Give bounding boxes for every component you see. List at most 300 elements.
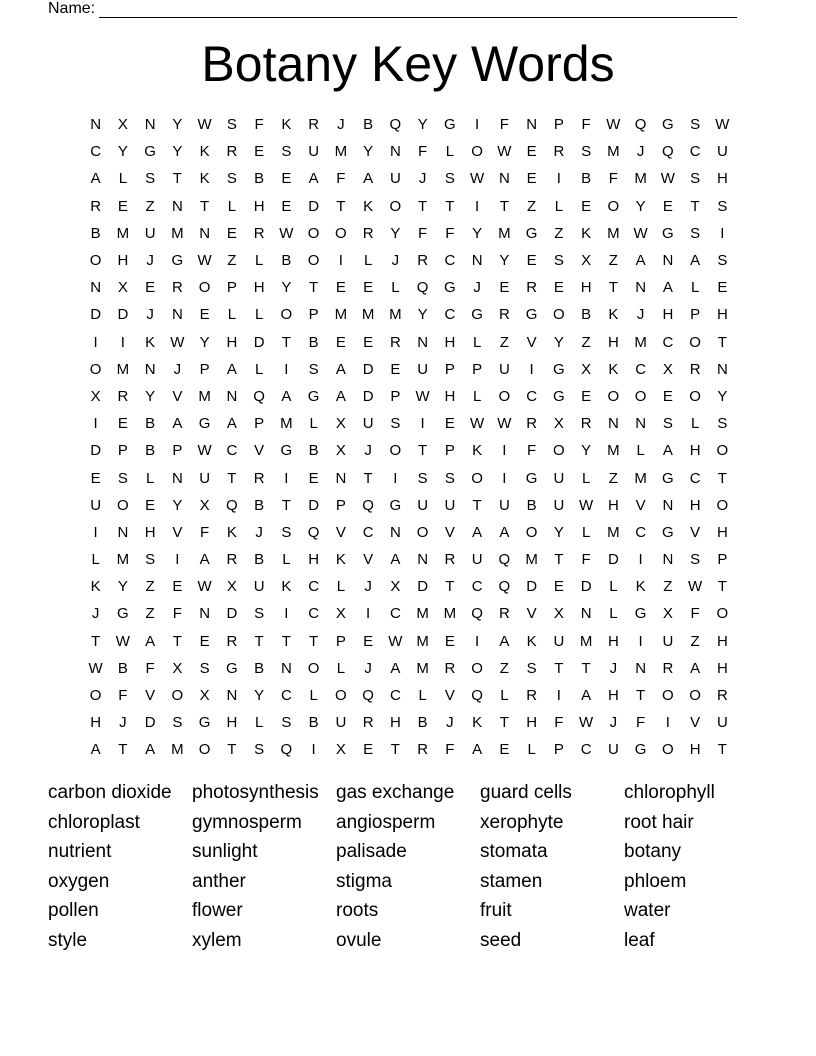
grid-letter[interactable]: I [120,333,125,351]
grid-letter[interactable]: S [690,551,701,569]
grid-letter[interactable]: Y [499,252,510,270]
grid-letter[interactable]: J [418,170,427,188]
grid-letter[interactable]: X [553,415,564,433]
grid-letter[interactable]: S [662,415,673,433]
grid-letter[interactable]: N [389,523,401,541]
grid-letter[interactable]: X [335,605,346,623]
grid-letter[interactable]: I [638,551,643,569]
grid-letter[interactable]: E [363,741,374,759]
grid-letter[interactable]: M [634,333,647,351]
grid-letter[interactable]: U [553,469,565,487]
grid-letter[interactable]: K [281,578,292,596]
grid-letter[interactable]: W [170,333,185,351]
grid-letter[interactable]: O [662,741,674,759]
grid-letter[interactable]: U [199,469,211,487]
grid-letter[interactable]: I [475,197,480,215]
grid-letter[interactable]: T [636,687,646,705]
grid-letter[interactable]: L [581,469,591,487]
grid-letter[interactable]: L [636,442,645,460]
grid-letter[interactable]: A [662,442,673,460]
grid-letter[interactable]: Y [172,496,183,514]
grid-letter[interactable]: R [444,551,456,569]
grid-letter[interactable]: P [444,360,455,378]
grid-letter[interactable]: V [690,523,701,541]
grid-letter[interactable]: W [660,170,675,188]
grid-letter[interactable]: I [311,741,316,759]
grid-letter[interactable]: O [307,659,320,677]
grid-letter[interactable]: L [227,197,237,215]
grid-letter[interactable]: M [416,659,429,677]
grid-letter[interactable]: L [309,415,318,433]
grid-letter[interactable]: A [226,360,237,378]
grid-letter[interactable]: C [444,252,456,270]
grid-letter[interactable]: G [444,116,456,134]
grid-letter[interactable]: S [690,116,701,134]
grid-letter[interactable]: N [171,197,183,215]
grid-letter[interactable]: J [609,659,618,677]
grid-letter[interactable]: R [226,632,238,650]
grid-letter[interactable]: K [635,578,646,596]
grid-letter[interactable]: B [363,116,374,134]
grid-letter[interactable]: O [607,197,620,215]
grid-letter[interactable]: R [553,143,565,161]
grid-letter[interactable]: H [716,523,728,541]
grid-letter[interactable]: W [606,116,621,134]
grid-letter[interactable]: C [662,333,674,351]
grid-letter[interactable]: C [389,687,401,705]
grid-letter[interactable]: U [362,415,374,433]
grid-letter[interactable]: W [115,632,130,650]
grid-letter[interactable]: Q [362,687,374,705]
grid-letter[interactable]: U [253,578,265,596]
grid-letter[interactable]: Z [608,469,618,487]
grid-letter[interactable]: O [198,741,211,759]
grid-letter[interactable]: T [717,333,727,351]
grid-letter[interactable]: L [581,523,591,541]
grid-letter[interactable]: O [498,387,511,405]
grid-letter[interactable]: B [145,415,156,433]
grid-letter[interactable]: O [307,224,320,242]
grid-letter[interactable]: G [444,279,456,297]
grid-letter[interactable]: S [281,714,292,732]
grid-letter[interactable]: S [117,469,128,487]
grid-letter[interactable]: U [417,496,429,514]
grid-letter[interactable]: T [254,632,264,650]
grid-letter[interactable]: B [254,551,265,569]
grid-letter[interactable]: X [335,741,346,759]
grid-letter[interactable]: T [445,197,455,215]
grid-letter[interactable]: O [389,197,402,215]
grid-letter[interactable]: Q [471,687,483,705]
grid-letter[interactable]: Q [662,143,674,161]
grid-letter[interactable]: H [607,687,619,705]
grid-letter[interactable]: A [363,170,374,188]
grid-letter[interactable]: U [90,496,102,514]
grid-letter[interactable]: E [281,170,292,188]
grid-letter[interactable]: K [472,442,483,460]
grid-letter[interactable]: E [335,333,346,351]
grid-letter[interactable]: M [607,224,620,242]
grid-letter[interactable]: Y [417,116,428,134]
grid-letter[interactable]: C [362,523,374,541]
grid-letter[interactable]: U [498,496,510,514]
grid-letter[interactable]: X [390,578,401,596]
grid-letter[interactable]: F [336,170,346,188]
grid-letter[interactable]: H [607,496,619,514]
grid-letter[interactable]: S [417,469,428,487]
grid-letter[interactable]: S [308,360,319,378]
grid-letter[interactable]: C [471,578,483,596]
grid-letter[interactable]: I [529,360,534,378]
grid-letter[interactable]: C [308,578,320,596]
grid-letter[interactable]: Q [416,279,429,297]
grid-letter[interactable]: W [415,387,430,405]
grid-letter[interactable]: C [689,469,701,487]
grid-letter[interactable]: K [526,632,537,650]
grid-letter[interactable]: S [717,197,728,215]
grid-letter[interactable]: O [716,605,729,623]
grid-letter[interactable]: L [418,687,427,705]
grid-letter[interactable]: G [662,116,674,134]
grid-letter[interactable]: P [717,551,728,569]
grid-letter[interactable]: M [361,306,375,324]
grid-letter[interactable]: P [335,632,346,650]
grid-letter[interactable]: S [281,143,292,161]
grid-letter[interactable]: E [444,415,455,433]
grid-letter[interactable]: L [336,578,346,596]
grid-letter[interactable]: G [662,523,674,541]
grid-letter[interactable]: X [226,578,237,596]
grid-letter[interactable]: R [716,687,728,705]
grid-letter[interactable]: W [470,415,485,433]
grid-letter[interactable]: Z [227,252,237,270]
grid-letter[interactable]: S [281,523,292,541]
grid-letter[interactable]: I [338,252,343,270]
grid-letter[interactable]: A [281,387,292,405]
grid-letter[interactable]: T [390,741,400,759]
grid-letter[interactable]: J [91,605,100,623]
grid-letter[interactable]: S [444,170,455,188]
grid-letter[interactable]: Y [390,224,401,242]
grid-letter[interactable]: V [444,687,455,705]
grid-letter[interactable]: C [444,306,456,324]
grid-letter[interactable]: K [472,714,483,732]
grid-letter[interactable]: I [638,632,643,650]
grid-letter[interactable]: O [607,387,620,405]
grid-letter[interactable]: J [146,306,154,324]
grid-letter[interactable]: I [475,116,480,134]
grid-letter[interactable]: N [90,116,102,134]
grid-letter[interactable]: T [554,551,564,569]
grid-letter[interactable]: P [117,442,128,460]
grid-letter[interactable]: L [445,143,455,161]
grid-letter[interactable]: A [690,659,701,677]
grid-letter[interactable]: P [690,306,701,324]
grid-letter[interactable]: F [527,442,537,460]
grid-letter[interactable]: I [502,469,507,487]
grid-letter[interactable]: V [526,605,537,623]
grid-letter[interactable]: M [634,170,647,188]
grid-letter[interactable]: Y [472,224,483,242]
grid-letter[interactable]: E [363,333,374,351]
grid-letter[interactable]: B [308,714,319,732]
grid-letter[interactable]: E [526,170,537,188]
grid-letter[interactable]: E [117,415,128,433]
grid-letter[interactable]: W [197,442,212,460]
grid-letter[interactable]: T [717,741,727,759]
grid-letter[interactable]: M [525,551,538,569]
grid-letter[interactable]: Y [717,387,728,405]
grid-letter[interactable]: B [254,659,265,677]
grid-letter[interactable]: M [116,551,130,569]
grid-letter[interactable]: B [526,496,537,514]
grid-letter[interactable]: Y [417,306,428,324]
grid-letter[interactable]: N [716,360,728,378]
grid-letter[interactable]: L [391,279,400,297]
grid-letter[interactable]: T [172,170,182,188]
grid-letter[interactable]: A [635,252,646,270]
grid-letter[interactable]: T [227,741,237,759]
grid-letter[interactable]: R [526,415,538,433]
grid-letter[interactable]: N [389,143,401,161]
grid-letter[interactable]: S [390,415,401,433]
grid-letter[interactable]: I [93,523,98,541]
grid-letter[interactable]: K [226,523,237,541]
grid-letter[interactable]: T [499,197,509,215]
grid-letter[interactable]: V [526,333,537,351]
grid-letter[interactable]: P [254,415,265,433]
grid-letter[interactable]: E [90,469,101,487]
grid-letter[interactable]: A [390,659,401,677]
grid-letter[interactable]: O [416,523,429,541]
grid-letter[interactable]: X [90,387,101,405]
grid-letter[interactable]: M [416,632,429,650]
grid-letter[interactable]: E [308,469,319,487]
grid-letter[interactable]: S [526,659,537,677]
grid-letter[interactable]: Y [172,143,183,161]
grid-letter[interactable]: T [445,578,455,596]
grid-letter[interactable]: A [145,632,156,650]
grid-letter[interactable]: R [526,279,538,297]
grid-letter[interactable]: K [199,143,210,161]
grid-letter[interactable]: H [689,442,701,460]
grid-letter[interactable]: V [635,496,646,514]
grid-letter[interactable]: M [607,442,620,460]
grid-letter[interactable]: E [390,360,401,378]
grid-letter[interactable]: A [199,551,210,569]
grid-letter[interactable]: E [717,279,728,297]
grid-letter[interactable]: F [581,116,591,134]
grid-letter[interactable]: Z [527,197,537,215]
grid-letter[interactable]: Y [117,143,128,161]
grid-letter[interactable]: F [581,551,591,569]
grid-letter[interactable]: N [526,116,538,134]
grid-letter[interactable]: R [362,714,374,732]
grid-letter[interactable]: I [175,551,180,569]
grid-letter[interactable]: P [553,741,564,759]
grid-letter[interactable]: Y [635,197,646,215]
grid-letter[interactable]: O [471,469,483,487]
grid-letter[interactable]: J [364,442,372,460]
grid-letter[interactable]: A [335,387,346,405]
grid-letter[interactable]: M [607,143,620,161]
grid-letter[interactable]: Z [690,632,700,650]
grid-letter[interactable]: G [171,252,184,270]
grid-letter[interactable]: T [363,469,373,487]
grid-letter[interactable]: T [690,197,700,215]
grid-letter[interactable]: W [88,659,103,677]
grid-letter[interactable]: W [715,116,730,134]
grid-letter[interactable]: S [444,469,455,487]
grid-letter[interactable]: T [227,469,237,487]
grid-letter[interactable]: R [498,605,510,623]
grid-letter[interactable]: O [689,387,701,405]
grid-letter[interactable]: W [197,578,212,596]
grid-letter[interactable]: S [254,741,265,759]
grid-letter[interactable]: A [472,741,483,759]
grid-letter[interactable]: L [254,306,264,324]
grid-letter[interactable]: R [253,469,265,487]
grid-letter[interactable]: V [172,387,183,405]
grid-letter[interactable]: O [389,442,402,460]
grid-letter[interactable]: X [117,279,128,297]
grid-letter[interactable]: G [280,442,293,460]
grid-letter[interactable]: B [581,170,592,188]
grid-letter[interactable]: W [279,224,294,242]
grid-letter[interactable]: D [362,387,374,405]
grid-letter[interactable]: F [690,605,700,623]
grid-letter[interactable]: H [716,659,728,677]
grid-letter[interactable]: B [117,659,128,677]
grid-letter[interactable]: B [254,496,265,514]
grid-letter[interactable]: S [226,116,237,134]
grid-letter[interactable]: E [145,279,156,297]
grid-letter[interactable]: P [444,442,455,460]
grid-letter[interactable]: M [280,415,293,433]
grid-letter[interactable]: U [144,224,156,242]
grid-letter[interactable]: X [553,605,564,623]
grid-letter[interactable]: P [199,360,210,378]
grid-letter[interactable]: Y [145,387,156,405]
grid-letter[interactable]: H [444,387,456,405]
grid-letter[interactable]: H [226,333,238,351]
grid-letter[interactable]: Z [145,605,155,623]
grid-letter[interactable]: F [445,741,455,759]
grid-letter[interactable]: I [284,605,289,623]
grid-letter[interactable]: K [335,551,346,569]
grid-letter[interactable]: R [526,687,538,705]
grid-letter[interactable]: H [526,714,538,732]
grid-letter[interactable]: D [417,578,429,596]
grid-letter[interactable]: I [420,415,425,433]
grid-letter[interactable]: Y [281,279,292,297]
grid-letter[interactable]: O [171,687,184,705]
grid-letter[interactable]: W [688,578,703,596]
grid-letter[interactable]: N [607,415,619,433]
grid-letter[interactable]: U [444,496,456,514]
grid-letter[interactable]: A [90,741,101,759]
grid-letter[interactable]: W [497,143,512,161]
grid-letter[interactable]: N [90,279,102,297]
grid-letter[interactable]: L [254,360,264,378]
grid-letter[interactable]: M [334,306,348,324]
grid-letter[interactable]: H [716,306,728,324]
grid-letter[interactable]: J [364,578,372,596]
grid-letter[interactable]: T [418,442,428,460]
grid-letter[interactable]: B [254,170,265,188]
grid-letter[interactable]: N [144,360,156,378]
grid-letter[interactable]: E [662,197,673,215]
grid-letter[interactable]: N [635,659,647,677]
grid-letter[interactable]: E [226,224,237,242]
grid-letter[interactable]: G [662,224,674,242]
grid-letter[interactable]: C [689,143,701,161]
grid-letter[interactable]: S [717,252,728,270]
grid-letter[interactable]: N [171,469,183,487]
grid-letter[interactable]: L [363,252,373,270]
grid-letter[interactable]: W [197,116,212,134]
grid-letter[interactable]: X [335,442,346,460]
grid-letter[interactable]: C [635,360,647,378]
grid-letter[interactable]: G [553,360,565,378]
grid-letter[interactable]: E [199,632,210,650]
grid-letter[interactable]: Z [499,333,509,351]
grid-letter[interactable]: A [390,551,401,569]
grid-letter[interactable]: U [716,143,728,161]
grid-letter[interactable]: V [363,551,374,569]
grid-letter[interactable]: V [172,523,183,541]
grid-letter[interactable]: Q [389,116,402,134]
grid-letter[interactable]: D [308,197,320,215]
grid-letter[interactable]: F [118,687,128,705]
grid-letter[interactable]: J [173,360,182,378]
grid-letter[interactable]: S [199,659,210,677]
grid-letter[interactable]: U [607,741,619,759]
grid-letter[interactable]: T [281,632,291,650]
grid-letter[interactable]: E [254,143,265,161]
grid-letter[interactable]: R [90,197,102,215]
grid-letter[interactable]: R [253,224,265,242]
grid-letter[interactable]: G [144,143,156,161]
grid-letter[interactable]: J [119,714,127,732]
grid-letter[interactable]: T [336,197,346,215]
grid-letter[interactable]: S [145,170,156,188]
grid-letter[interactable]: I [393,469,398,487]
grid-letter[interactable]: N [117,523,129,541]
grid-letter[interactable]: X [662,605,673,623]
grid-letter[interactable]: K [608,306,619,324]
grid-letter[interactable]: O [89,360,102,378]
grid-letter[interactable]: N [335,469,347,487]
grid-letter[interactable]: X [335,415,346,433]
grid-letter[interactable]: F [499,116,509,134]
grid-letter[interactable]: S [226,170,237,188]
grid-letter[interactable]: N [635,279,647,297]
grid-letter[interactable]: J [446,714,454,732]
grid-letter[interactable]: A [581,687,592,705]
grid-letter[interactable]: D [253,333,265,351]
grid-letter[interactable]: T [281,496,291,514]
grid-letter[interactable]: F [554,714,564,732]
grid-letter[interactable]: T [172,632,182,650]
grid-letter[interactable]: U [716,714,728,732]
grid-letter[interactable]: O [689,687,701,705]
grid-letter[interactable]: K [281,116,292,134]
grid-letter[interactable]: H [144,523,156,541]
grid-letter[interactable]: P [472,360,483,378]
grid-letter[interactable]: S [717,415,728,433]
grid-letter[interactable]: R [308,116,320,134]
